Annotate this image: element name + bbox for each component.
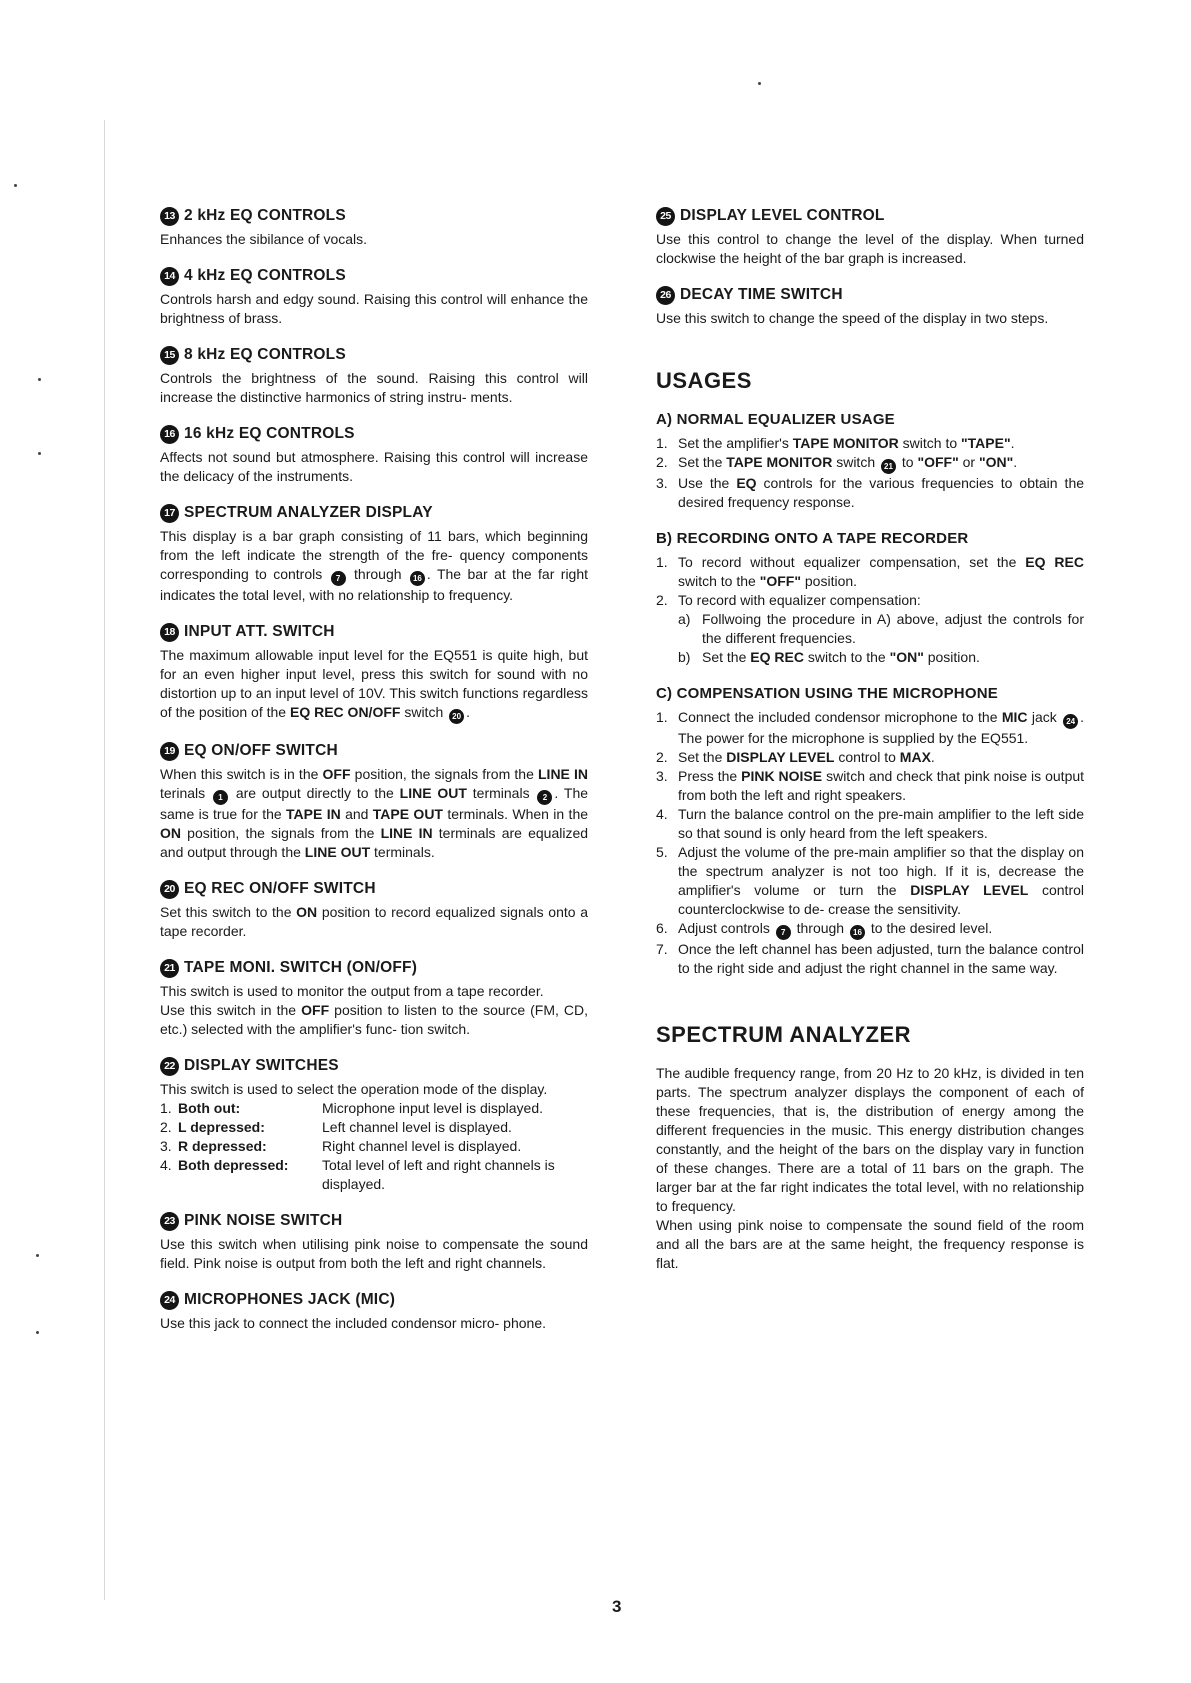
usage-a-title: A) NORMAL EQUALIZER USAGE xyxy=(656,411,895,428)
text: Adjust controls xyxy=(678,920,770,936)
list-text: Turn the balance control on the pre-main amplifier to the left side so that sound is only heard from the left speakers. xyxy=(678,806,1084,841)
display-switch-list xyxy=(160,1099,588,1194)
list-item xyxy=(160,1137,588,1156)
text: . xyxy=(466,704,471,720)
bold-term: "ON" xyxy=(978,454,1014,470)
list-text xyxy=(678,453,1084,474)
text: The maximum allowable input level for the EQ551 is quite high, but for an even higher input level, press this switch for sound with no distortion up to an input level of 10V. This switch functions regardless of the position of the xyxy=(160,647,588,720)
section-title: 4 kHz EQ CONTROLS xyxy=(184,267,346,284)
text: jack xyxy=(1031,709,1057,725)
list-number: 2. xyxy=(656,592,668,608)
bold-term: EQ REC xyxy=(1025,554,1084,570)
bold-term: "ON" xyxy=(889,649,924,665)
text: Use this switch in the xyxy=(160,1002,297,1018)
text: Set the xyxy=(702,649,747,665)
sub-list-text xyxy=(702,648,1084,667)
sub-list-letter: b) xyxy=(678,649,691,665)
section-title: INPUT ATT. SWITCH xyxy=(184,623,335,640)
ref-badge: 24 xyxy=(1063,714,1078,729)
text: switch to the xyxy=(678,573,756,589)
list-item xyxy=(160,1118,588,1137)
text: position to record equalized signals onto a tape recorder. xyxy=(160,904,588,939)
scan-dot xyxy=(36,1254,39,1257)
bold-term: DISPLAY LEVEL xyxy=(726,749,835,765)
text: position. xyxy=(804,573,858,589)
ref-badge: 1 xyxy=(213,790,228,805)
list-text xyxy=(678,919,1084,940)
list-number: 1. xyxy=(656,435,668,451)
section-17 xyxy=(160,503,588,605)
item-number-badge: 18 xyxy=(160,623,179,642)
item-number-badge: 21 xyxy=(160,959,179,978)
section-title: PINK NOISE SWITCH xyxy=(184,1212,343,1229)
section-title: 16 kHz EQ CONTROLS xyxy=(184,425,355,442)
text: position to listen to the source (FM, CD, etc.) selected with the amplifier's func- tion switch. xyxy=(160,1002,589,1037)
bold-term: PINK NOISE xyxy=(741,768,823,784)
section-body: Controls the brightness of the sound. Raising this control will increase the distinctive harmonics of string instru- ments. xyxy=(160,370,588,405)
list-number: 4. xyxy=(160,1157,172,1173)
item-number-badge: 13 xyxy=(160,207,179,226)
text: . The same is true for the xyxy=(160,785,589,822)
text: . xyxy=(1010,435,1015,451)
list-number: 1. xyxy=(656,554,668,570)
item-number-badge: 14 xyxy=(160,267,179,286)
text: Adjust the volume of the pre-main amplifier so that the display on the spectrum analyzer is not too high. If it is, decrease the amplifier's volume or turn the xyxy=(678,844,1084,898)
text: Set this switch to the xyxy=(160,904,292,920)
bold-term: TAPE MONITOR xyxy=(792,435,899,451)
section-body: Enhances the sibilance of vocals. xyxy=(160,231,368,247)
list-value: Total level of left and right channels is displayed. xyxy=(322,1157,555,1192)
list-number: 2. xyxy=(656,749,668,765)
text: Press the xyxy=(678,768,738,784)
page-number: 3 xyxy=(612,1597,622,1616)
list-value: Microphone input level is displayed. xyxy=(322,1100,544,1116)
list-text xyxy=(678,748,1084,767)
list-number: 6. xyxy=(656,920,668,936)
section-title: 2 kHz EQ CONTROLS xyxy=(184,207,346,224)
list-item xyxy=(160,1156,588,1194)
usage-a-list xyxy=(656,434,1084,512)
text: control counterclockwise to de- crease the sensitivity. xyxy=(678,882,1085,917)
list-number: 3. xyxy=(656,768,668,784)
section-title: DISPLAY SWITCHES xyxy=(184,1057,339,1074)
item-number-badge: 20 xyxy=(160,880,179,899)
text: Set the xyxy=(678,454,723,470)
text: through xyxy=(354,566,402,582)
text: terminals are equalized and output through the xyxy=(160,825,589,860)
text: switch to the xyxy=(807,649,886,665)
left-column xyxy=(160,206,588,1350)
sub-list-letter: a) xyxy=(678,611,691,627)
item-number-badge: 26 xyxy=(656,286,675,305)
list-text xyxy=(678,708,1084,748)
section-22 xyxy=(160,1056,588,1194)
list-number: 1. xyxy=(656,709,668,725)
bold-term: LINE IN xyxy=(538,766,589,782)
section-body: Affects not sound but atmosphere. Raising this control will increase the delicacy of the instruments. xyxy=(160,449,588,484)
spectrum-paragraph: When using pink noise to compensate the sound field of the room and all the bars are at the same height, the frequency response is flat. xyxy=(656,1217,1084,1271)
bold-term: DISPLAY LEVEL xyxy=(910,882,1029,898)
list-value: Right channel level is displayed. xyxy=(322,1138,522,1154)
section-body: Use this switch to change the speed of the display in two steps. xyxy=(656,310,1049,326)
text: switch and check that pink noise is output from both the left and right speakers. xyxy=(678,768,1085,803)
item-number-badge: 22 xyxy=(160,1057,179,1076)
section-23 xyxy=(160,1211,588,1273)
scan-dot xyxy=(38,452,41,455)
list-number: 7. xyxy=(656,941,668,957)
list-number: 2. xyxy=(160,1119,172,1135)
bold-term: TAPE MONITOR xyxy=(726,454,833,470)
section-21 xyxy=(160,958,588,1039)
text: switch xyxy=(404,704,444,720)
text: position. xyxy=(927,649,980,665)
ref-badge: 7 xyxy=(331,571,346,586)
text: to the desired level. xyxy=(870,920,993,936)
text: This display is a bar graph consisting of 11 bars, which beginning from the left indicate the strength of the fre- quency components corresponding to controls xyxy=(160,528,588,582)
scan-dot xyxy=(36,1331,39,1334)
list-text xyxy=(678,553,1084,591)
sub-list-text: Follwoing the procedure in A) above, adjust the controls for the different frequencies. xyxy=(702,611,1084,646)
list-text xyxy=(678,767,1084,805)
text: position, the signals from the xyxy=(187,825,375,841)
text: terminals. xyxy=(374,844,435,860)
list-item xyxy=(656,843,1084,919)
bold-term: MAX xyxy=(899,749,931,765)
section-14 xyxy=(160,266,588,328)
sub-list-item xyxy=(678,610,1084,648)
section-15 xyxy=(160,345,588,407)
text: to xyxy=(901,454,914,470)
list-key: R depressed: xyxy=(178,1138,267,1154)
bold-term: EQ REC ON/OFF xyxy=(289,704,401,720)
list-number: 3. xyxy=(656,475,668,491)
right-column xyxy=(656,206,1084,1273)
text: and xyxy=(345,806,369,822)
section-title: EQ REC ON/OFF SWITCH xyxy=(184,880,376,897)
bold-term: EQ xyxy=(736,475,757,491)
text: terinals xyxy=(160,785,206,801)
list-number: 1. xyxy=(160,1100,172,1116)
section-body xyxy=(160,903,588,941)
section-title: DISPLAY LEVEL CONTROL xyxy=(680,207,885,224)
section-body xyxy=(160,527,588,605)
section-title: DECAY TIME SWITCH xyxy=(680,286,843,303)
item-number-badge: 16 xyxy=(160,425,179,444)
section-title: SPECTRUM ANALYZER DISPLAY xyxy=(184,504,433,521)
list-item xyxy=(656,940,1084,978)
list-value: Left channel level is displayed. xyxy=(322,1119,512,1135)
bold-term: EQ REC xyxy=(750,649,804,665)
item-number-badge: 24 xyxy=(160,1291,179,1310)
bold-term: "OFF" xyxy=(917,454,959,470)
text: through xyxy=(796,920,845,936)
usage-c-list xyxy=(656,708,1084,978)
list-item xyxy=(656,474,1084,512)
scan-dot xyxy=(758,82,761,85)
usage-b-title: B) RECORDING ONTO A TAPE RECORDER xyxy=(656,530,969,547)
section-18 xyxy=(160,622,588,724)
list-number: 4. xyxy=(656,806,668,822)
section-body: Use this switch when utilising pink noise to compensate the sound field. Pink noise is output from both the left and right channels. xyxy=(160,1236,588,1271)
list-text xyxy=(678,591,1084,667)
list-number: 5. xyxy=(656,844,668,860)
list-item xyxy=(656,805,1084,843)
text: To record with equalizer compensation: xyxy=(678,592,921,608)
text: position, the signals from the xyxy=(354,766,534,782)
list-text xyxy=(678,474,1084,512)
section-24 xyxy=(160,1290,588,1333)
bold-term: ON xyxy=(296,904,318,920)
list-item xyxy=(656,453,1084,474)
scan-dot xyxy=(14,184,17,187)
sub-list-item xyxy=(678,648,1084,667)
section-body: This switch is used to monitor the output from a tape recorder. xyxy=(160,983,544,999)
spectrum-paragraph: The audible frequency range, from 20 Hz to 20 kHz, is divided in ten parts. The spectrum analyzer displays the component of each of these frequencies, that is, the distribution of energy among the different frequencies in the music. This energy distribution changes constantly, and the height of the bars on the display vary in function of these changes. There are a total of 11 bars on the graph. The larger bar at the far right indicates the total level, with no relationship to frequency. xyxy=(656,1065,1084,1214)
section-20 xyxy=(160,879,588,941)
bold-term: LINE OUT xyxy=(304,844,371,860)
section-body xyxy=(160,765,588,862)
bold-term: LINE IN xyxy=(380,825,433,841)
bold-term: MIC xyxy=(1001,709,1028,725)
section-title: 8 kHz EQ CONTROLS xyxy=(184,346,346,363)
text: terminals. When in the xyxy=(447,806,589,822)
item-number-badge: 23 xyxy=(160,1212,179,1231)
list-text xyxy=(678,434,1084,453)
section-body: Use this control to change the level of the display. When turned clockwise the height of the bar graph is increased. xyxy=(656,231,1084,266)
text: Connect the included condensor microphone to the xyxy=(678,709,998,725)
bold-term: "TAPE" xyxy=(961,435,1011,451)
ref-badge: 20 xyxy=(449,709,464,724)
ref-badge: 2 xyxy=(537,790,552,805)
list-item xyxy=(160,1099,588,1118)
list-item xyxy=(656,919,1084,940)
section-body: Use this jack to connect the included condensor micro- phone. xyxy=(160,1315,546,1331)
text: control to xyxy=(838,749,896,765)
text: switch to xyxy=(902,435,958,451)
text: . The power for the microphone is supplied by the EQ551. xyxy=(678,709,1085,746)
section-16 xyxy=(160,424,588,486)
list-item xyxy=(656,708,1084,748)
text: . xyxy=(930,749,935,765)
item-number-badge: 17 xyxy=(160,504,179,523)
text: Use the xyxy=(678,475,730,491)
scan-dot xyxy=(38,378,41,381)
ref-badge: 21 xyxy=(881,459,896,474)
usage-c-title: C) COMPENSATION USING THE MICROPHONE xyxy=(656,685,998,702)
bold-term: TAPE IN xyxy=(286,806,341,822)
list-item xyxy=(656,591,1084,667)
list-item xyxy=(656,434,1084,453)
item-number-badge: 19 xyxy=(160,742,179,761)
section-19 xyxy=(160,741,588,862)
text: To record without equalizer compensation, set the xyxy=(678,554,1017,570)
text: . The bar at the far right indicates the total level, with no relationship to frequency. xyxy=(160,566,589,603)
text: Set the amplifier's xyxy=(678,435,789,451)
spectrum-analyzer-heading: SPECTRUM ANALYZER xyxy=(656,1022,912,1047)
bold-term: TAPE OUT xyxy=(372,806,443,822)
scan-line xyxy=(104,120,105,1600)
ref-badge: 16 xyxy=(410,571,425,586)
item-number-badge: 15 xyxy=(160,346,179,365)
bold-term: "OFF" xyxy=(759,573,801,589)
item-number-badge: 25 xyxy=(656,207,675,226)
list-key: Both out: xyxy=(178,1100,241,1116)
bold-term: ON xyxy=(160,825,181,841)
list-key: L depressed: xyxy=(178,1119,265,1135)
ref-badge: 7 xyxy=(776,925,791,940)
bold-term: OFF xyxy=(301,1002,330,1018)
text: switch xyxy=(836,454,876,470)
section-body xyxy=(160,1001,588,1039)
text: terminals xyxy=(472,785,530,801)
section-26 xyxy=(656,285,1084,328)
list-item xyxy=(656,553,1084,591)
section-title: MICROPHONES JACK (MIC) xyxy=(184,1291,396,1308)
text: Set the xyxy=(678,749,723,765)
list-key: Both depressed: xyxy=(178,1157,289,1173)
bold-term: OFF xyxy=(322,766,351,782)
section-title: EQ ON/OFF SWITCH xyxy=(184,742,338,759)
text: controls for the various frequencies to obtain the desired frequency response. xyxy=(678,475,1085,510)
text: are output directly to the xyxy=(235,785,394,801)
list-text: Once the left channel has been adjusted, turn the balance control to the right side and adjust the right channel in the same way. xyxy=(678,941,1084,976)
section-body: This switch is used to select the operation mode of the display. xyxy=(160,1081,548,1097)
section-title: TAPE MONI. SWITCH (ON/OFF) xyxy=(184,959,418,976)
text: . xyxy=(1013,454,1018,470)
section-13 xyxy=(160,206,588,249)
list-number: 2. xyxy=(656,454,668,470)
text: or xyxy=(962,454,976,470)
section-body: Controls harsh and edgy sound. Raising this control will enhance the brightness of brass. xyxy=(160,291,588,326)
section-25 xyxy=(656,206,1084,268)
usages-heading: USAGES xyxy=(656,368,752,393)
bold-term: LINE OUT xyxy=(399,785,467,801)
text: When this switch is in the xyxy=(160,766,319,782)
ref-badge: 16 xyxy=(850,925,865,940)
list-item xyxy=(656,748,1084,767)
list-number: 3. xyxy=(160,1138,172,1154)
list-item xyxy=(656,767,1084,805)
list-text xyxy=(678,843,1084,919)
usage-b-list xyxy=(656,553,1084,667)
section-body xyxy=(160,646,588,724)
